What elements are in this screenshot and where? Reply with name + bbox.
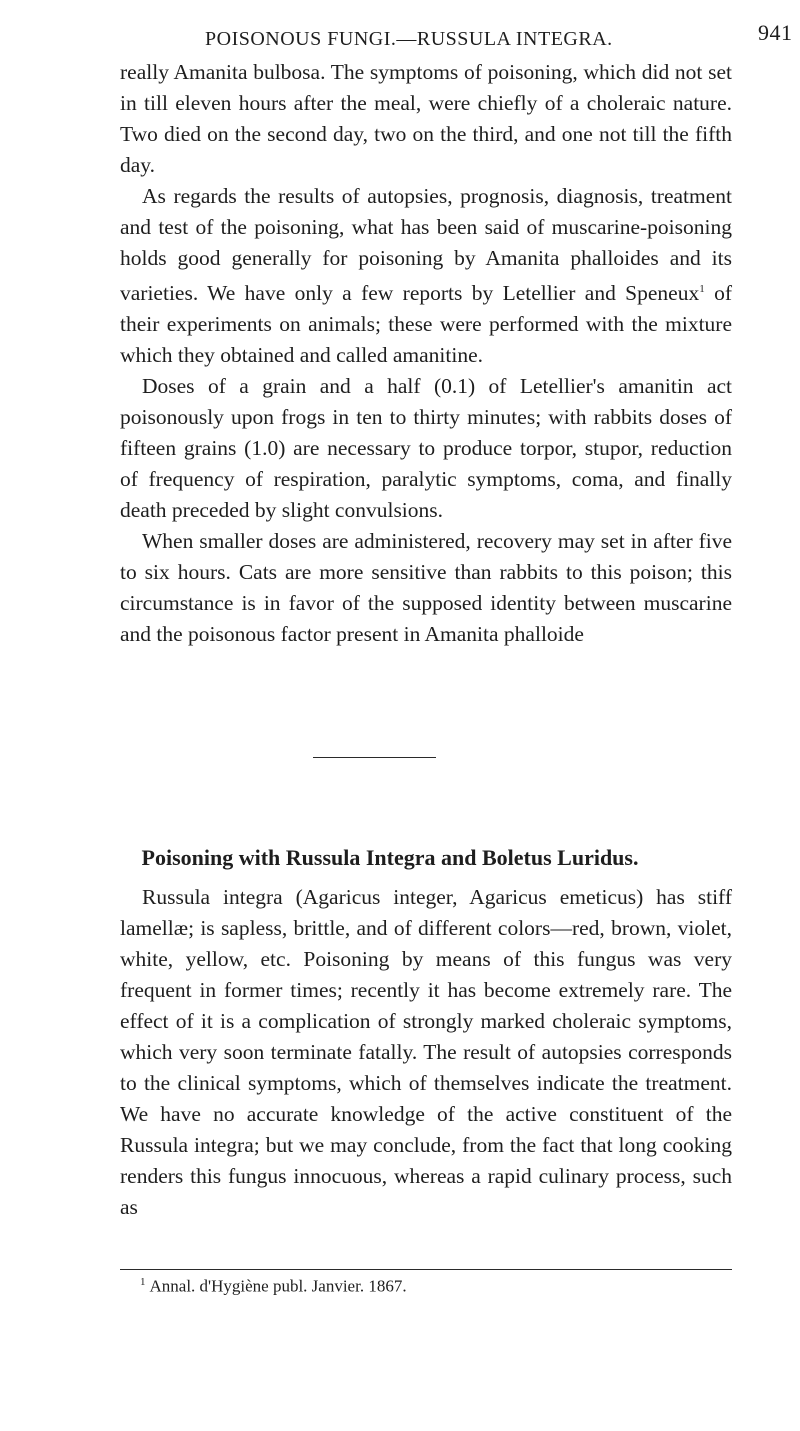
footnote-text: Annal. d'Hygiène publ. Janvier. 1867. bbox=[149, 1276, 407, 1296]
section-divider bbox=[313, 757, 436, 758]
paragraph-autopsies bbox=[120, 181, 732, 371]
body-text-top bbox=[120, 57, 732, 650]
footnote-reference: 1 bbox=[699, 283, 705, 295]
paragraph-doses: Doses of a grain and a half (0.1) of Letellier's amanitin act poisonously upon frogs in ten to thirty minutes; with rabbits doses of fifteen grains (1.0) are necessary to produce torpor, stupor, reduction of frequency of respiration, paralytic symptoms, coma, and finally death preceded by slight convulsions. bbox=[120, 374, 732, 523]
footnote-mark: 1 bbox=[140, 1276, 146, 1288]
footnote-divider bbox=[120, 1269, 732, 1270]
section-heading: Poisoning with Russula Integra and Boletus Luridus. bbox=[141, 845, 639, 870]
paragraph-autopsies-text-cont: of their experiments on animals; these were performed with the mixture which they obtained and called amanitine. bbox=[120, 281, 733, 368]
paragraph-russula: Russula integra (Agaricus integer, Agaricus emeticus) has stiff lamellæ; is sapless, brittle, and of different colors—red, brown, violet, white, yellow, etc. Poisoning by means of this fungus was very frequent in former times; recently it has become extremely rare. The effect of it is a complication of strongly marked choleraic symptoms, which very soon terminate fatally. The result of autopsies corresponds to the clinical symptoms, which of themselves indicate the treatment. We have no accurate knowledge of the active constituent of the Russula integra; but we may conclude, from the fact that long cooking renders this fungus innocuous, whereas a rapid culinary process, such as bbox=[120, 885, 732, 1219]
running-title: POISONOUS FUNGI.—RUSSULA INTEGRA. bbox=[205, 28, 613, 50]
paragraph-smaller-doses: When smaller doses are administered, recovery may set in after five to six hours. Cats are more sensitive than rabbits to this poison; this circumstance is in favor of the supposed identity between muscarine and the poisonous factor present in Amanita phalloide bbox=[120, 529, 732, 647]
footnote bbox=[140, 1276, 407, 1297]
page-number: 941 bbox=[758, 20, 793, 45]
paragraph-autopsies-text: As regards the results of autopsies, prognosis, diagnosis, treatment and test of the poisoning, what has been said of muscarine-poisoning holds good generally for poisoning by Amanita phalloides and its varieties. We have only a few reports by Letellier and Speneux bbox=[120, 184, 732, 306]
body-text-section bbox=[120, 882, 732, 1223]
paragraph-continued: really Amanita bulbosa. The symptoms of poisoning, which did not set in till eleven hours after the meal, were chiefly of a choleraic nature. Two died on the second day, two on the third, and one not till the fifth day. bbox=[120, 60, 732, 177]
